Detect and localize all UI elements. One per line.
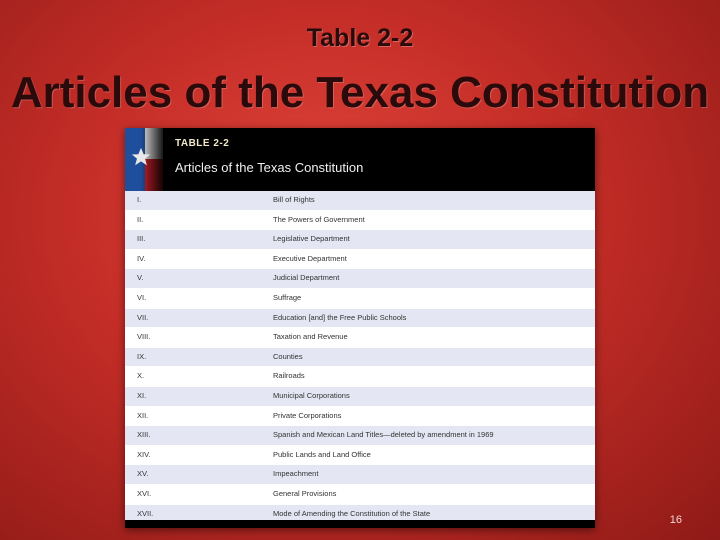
table-row <box>125 269 595 289</box>
star-icon <box>130 146 152 168</box>
article-number: II. <box>137 214 144 224</box>
article-number: VI. <box>137 292 147 302</box>
article-number: XII. <box>137 410 149 420</box>
table-row <box>125 289 595 309</box>
article-name: Public Lands and Land Office <box>273 449 371 459</box>
article-number: XVI. <box>137 488 152 498</box>
article-number: V. <box>137 273 144 283</box>
table-row <box>125 230 595 250</box>
article-name: Judicial Department <box>273 273 340 283</box>
table-row <box>125 211 595 231</box>
article-name: Railroads <box>273 371 305 381</box>
table-row <box>125 328 595 348</box>
table-label: TABLE 2-2 <box>175 138 230 149</box>
article-name: Municipal Corporations <box>273 390 350 400</box>
table-caption: Articles of the Texas Constitution <box>175 160 364 175</box>
article-number: I. <box>137 195 142 204</box>
table-row <box>125 407 595 427</box>
article-name: General Provisions <box>273 488 337 498</box>
table-header <box>125 128 595 191</box>
table-row <box>125 309 595 329</box>
article-number: IX. <box>137 351 147 361</box>
article-number: XIV. <box>137 449 151 459</box>
article-name: Executive Department <box>273 253 347 263</box>
article-number: XV. <box>137 469 149 479</box>
article-number: X. <box>137 371 145 381</box>
article-number: VIII. <box>137 332 151 342</box>
table-row <box>125 465 595 485</box>
article-number: XI. <box>137 390 147 400</box>
table-row <box>125 191 595 211</box>
slide-number: 16 <box>669 514 682 526</box>
article-name: Impeachment <box>273 469 319 479</box>
articles-list <box>125 191 595 524</box>
table-row <box>125 485 595 505</box>
article-name: Bill of Rights <box>273 195 315 204</box>
table-row <box>125 446 595 466</box>
article-number: XIII. <box>137 430 151 440</box>
article-number: VII. <box>137 312 149 322</box>
article-name: The Powers of Government <box>273 214 365 224</box>
article-name: Mode of Amending the Constitution of the State <box>273 508 431 518</box>
table-row <box>125 348 595 368</box>
slide-subtitle: Table 2-2 <box>306 24 414 52</box>
texas-flag-icon <box>125 128 163 191</box>
table-row <box>125 387 595 407</box>
article-name: Private Corporations <box>273 410 342 420</box>
table-footer <box>125 520 595 528</box>
article-number: XVII. <box>137 508 154 518</box>
slide-title: Articles of the Texas Constitution <box>10 68 710 117</box>
article-number: III. <box>137 234 146 244</box>
article-name: Taxation and Revenue <box>273 332 348 342</box>
article-name: Legislative Department <box>273 234 350 244</box>
table-row <box>125 367 595 387</box>
article-name: Suffrage <box>273 292 302 302</box>
article-name: Education [and] the Free Public Schools <box>273 312 407 322</box>
article-name: Spanish and Mexican Land Titles—deleted by amendment in 1969 <box>273 430 494 440</box>
table-image <box>125 128 595 528</box>
table-row <box>125 250 595 270</box>
article-name: Counties <box>273 351 303 361</box>
table-row <box>125 426 595 446</box>
article-number: IV. <box>137 253 146 263</box>
